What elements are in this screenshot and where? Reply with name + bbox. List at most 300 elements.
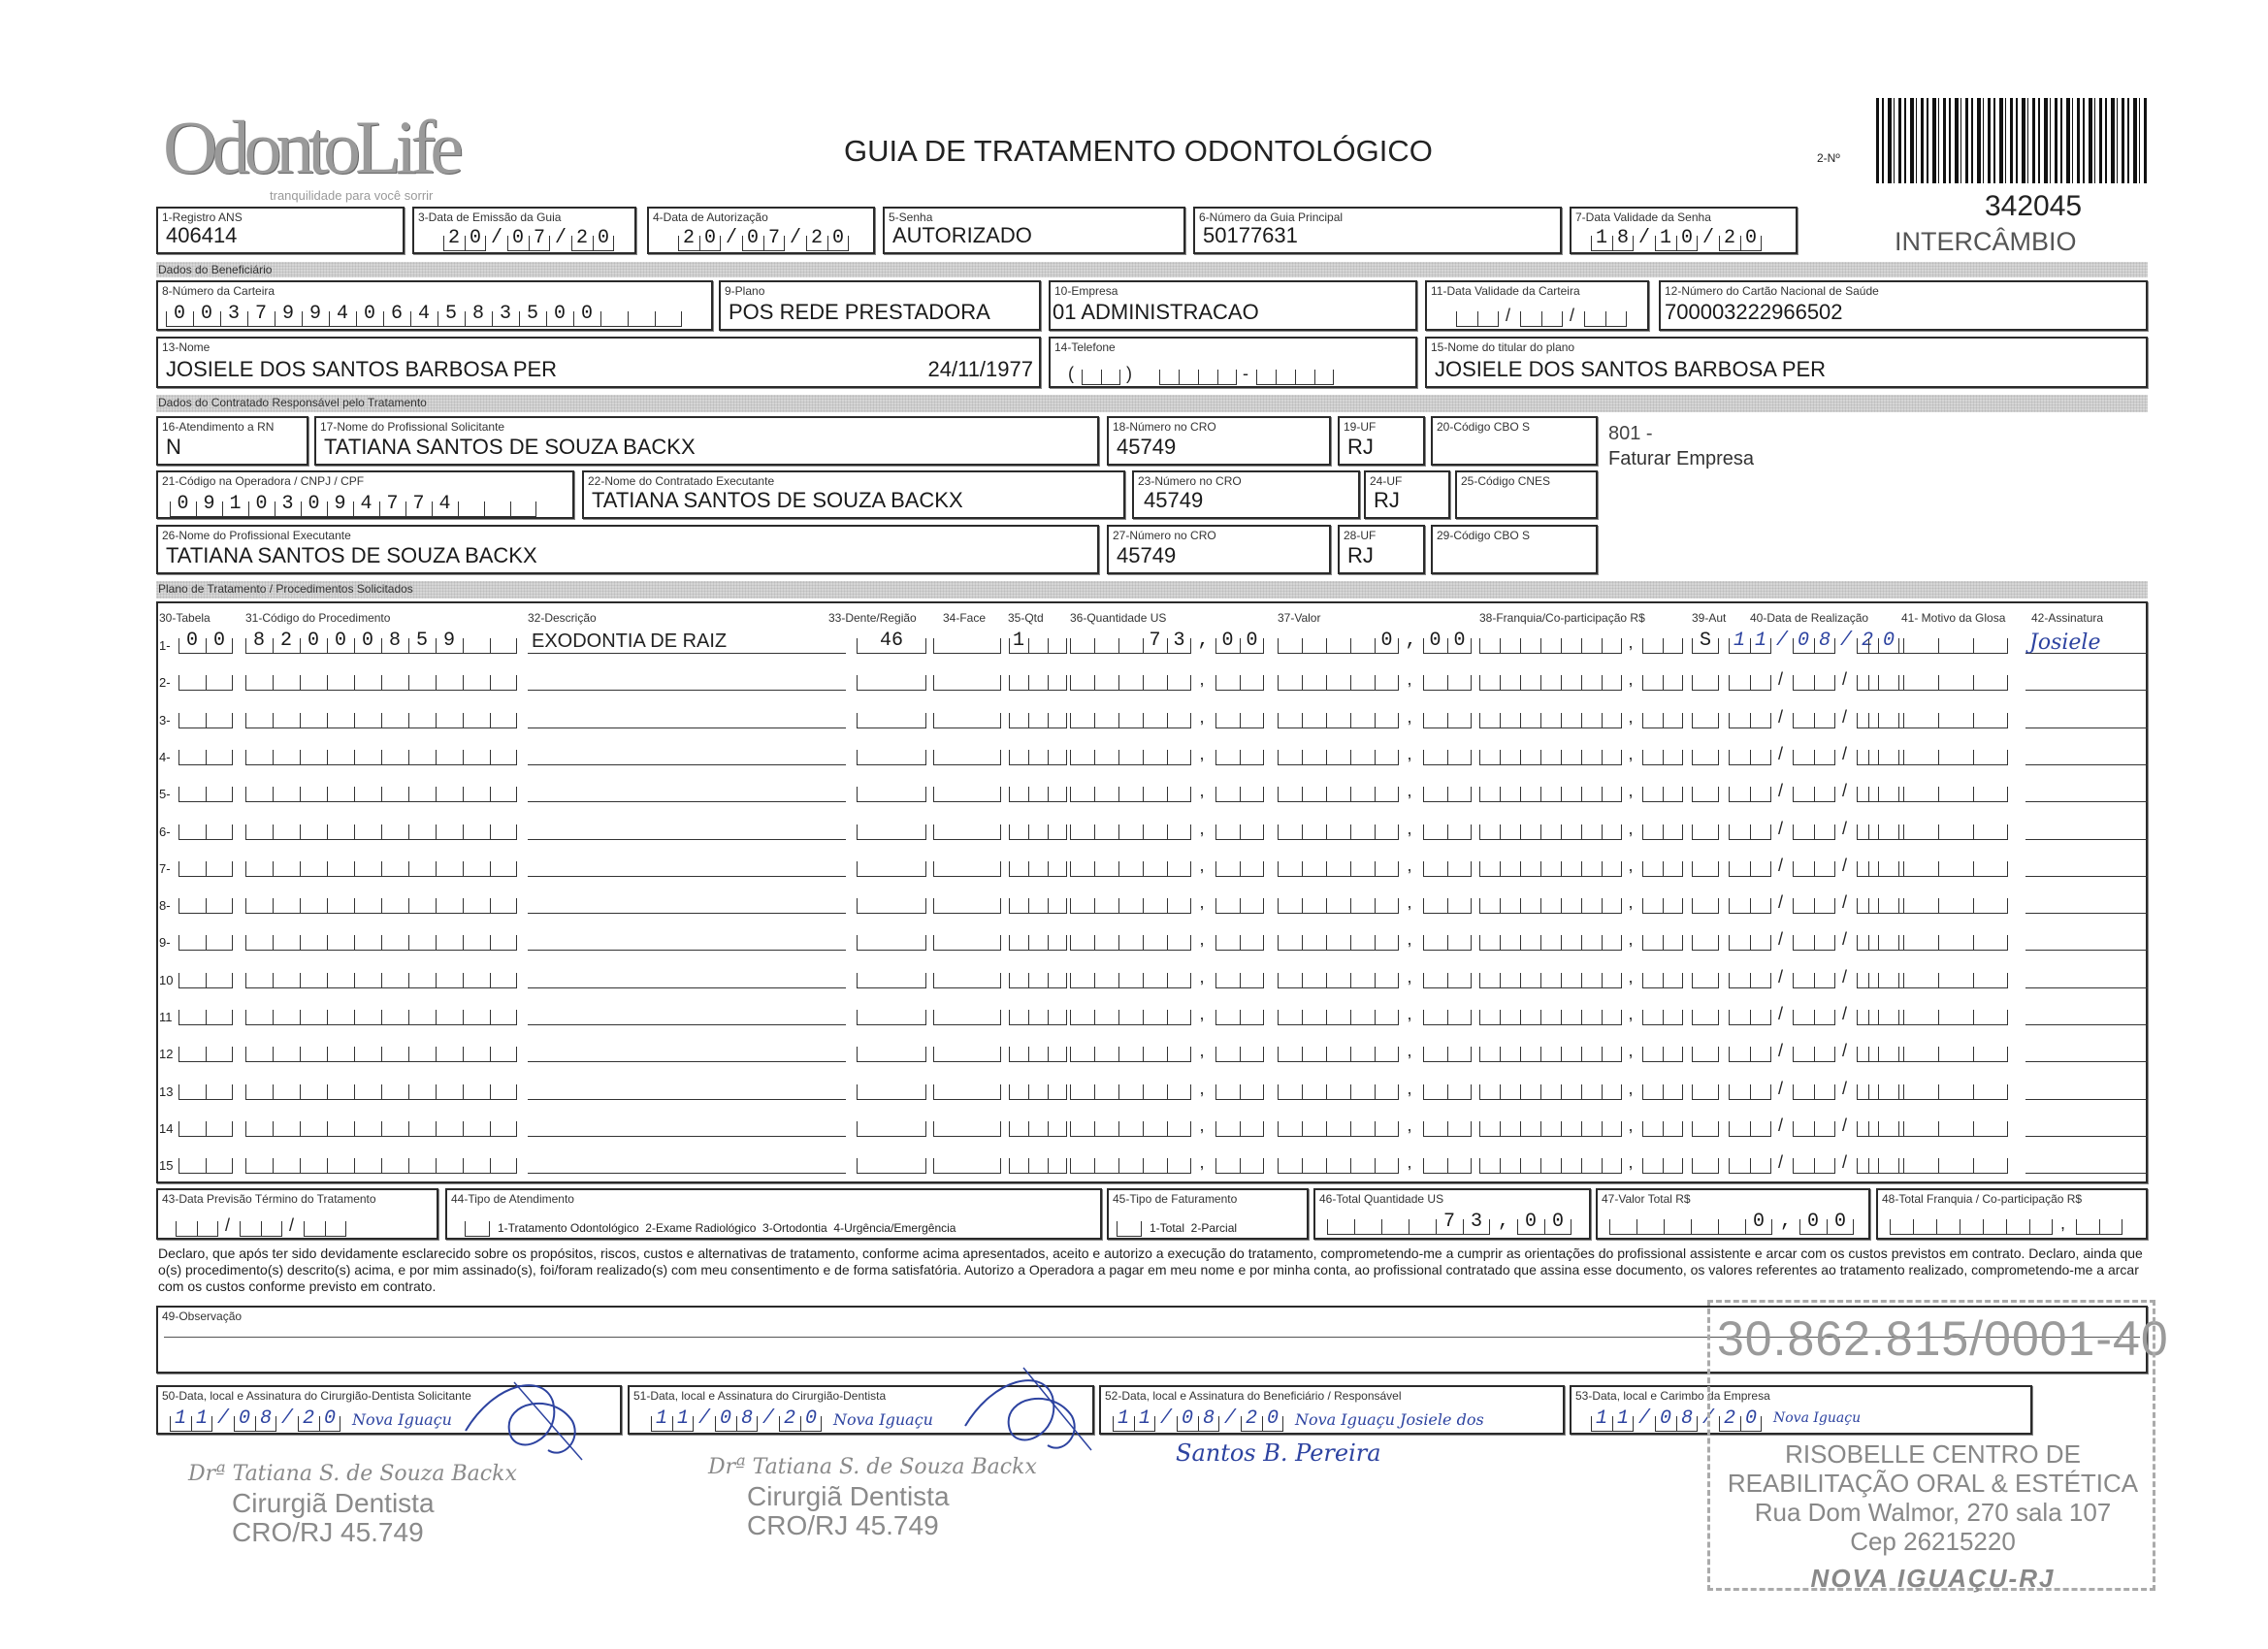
face-cell[interactable] — [933, 1112, 1001, 1137]
comb-cell — [1118, 675, 1143, 691]
comb-cell — [1540, 824, 1561, 840]
codigo-cell[interactable] — [245, 1000, 517, 1025]
valor-cell[interactable] — [1278, 925, 1472, 951]
comb-cell — [1028, 898, 1048, 914]
comb-cell — [206, 861, 233, 877]
guia-principal-box[interactable] — [1193, 207, 1562, 254]
comb-cell — [1729, 973, 1750, 988]
validade-carteira-box[interactable] — [1425, 280, 1649, 331]
franquia-cell[interactable] — [1479, 815, 1683, 840]
assinatura-cell[interactable] — [2025, 1077, 2148, 1100]
assinatura-cell[interactable] — [2025, 854, 2148, 877]
descricao-cell[interactable] — [528, 965, 846, 988]
franquia-cell[interactable] — [1479, 1112, 1683, 1137]
aut-cell[interactable] — [1692, 777, 1719, 802]
motivo-cell[interactable] — [1868, 740, 2008, 765]
cro-exec-box[interactable] — [1132, 470, 1360, 519]
comb-cell — [300, 1121, 327, 1137]
assinatura-cell[interactable] — [2025, 1039, 2148, 1062]
motivo-cell[interactable] — [1868, 703, 2008, 728]
descricao-cell[interactable] — [528, 890, 846, 914]
valor-cell[interactable] — [1278, 852, 1472, 877]
comb-cell — [1479, 1158, 1500, 1174]
face-cell[interactable] — [933, 1075, 1001, 1100]
valor-cell[interactable] — [1278, 815, 1472, 840]
comb-cell — [1167, 1121, 1191, 1137]
franquia-cell[interactable] — [1479, 889, 1683, 914]
aut-cell[interactable] — [1692, 665, 1719, 691]
valor-cell[interactable] — [1278, 1112, 1472, 1137]
dente-cell[interactable] — [857, 963, 926, 988]
face-cell[interactable] — [933, 963, 1001, 988]
qtd-cell[interactable] — [1009, 1037, 1067, 1062]
dente-cell[interactable] — [857, 852, 926, 877]
motivo-cell[interactable] — [1868, 815, 2008, 840]
assinatura-cell[interactable] — [2025, 667, 2148, 691]
dente-cell[interactable] — [857, 889, 926, 914]
comb-cell — [300, 861, 327, 877]
carteira-box[interactable] — [156, 280, 713, 331]
comb-cell — [1938, 750, 1973, 765]
franquia-cell[interactable] — [1479, 740, 1683, 765]
codigo-cell[interactable] — [245, 665, 517, 691]
motivo-cell[interactable] — [1868, 1075, 2008, 1100]
comb-separator — [1062, 364, 1082, 385]
comb-separator-glyph: , — [1407, 929, 1412, 950]
qtd-cell[interactable] — [1009, 703, 1067, 728]
carteira-comb — [166, 302, 682, 327]
aut-cell[interactable] — [1692, 1000, 1719, 1025]
codigo-cell[interactable] — [245, 889, 517, 914]
us-cell[interactable] — [1070, 925, 1264, 951]
aut-cell[interactable] — [1692, 740, 1719, 765]
sig52-box[interactable] — [1099, 1385, 1565, 1435]
qtd-cell[interactable] — [1009, 1148, 1067, 1174]
qtd-cell[interactable] — [1009, 629, 1067, 654]
us-cell[interactable] — [1070, 777, 1264, 802]
data-autorizacao-box[interactable] — [647, 207, 875, 254]
field-label: 27-Número no CRO — [1113, 529, 1216, 542]
dente-cell[interactable] — [857, 703, 926, 728]
qtd-cell[interactable] — [1009, 815, 1067, 840]
tipo-faturamento-comb[interactable] — [1117, 1212, 1142, 1237]
comb-cell — [1602, 1121, 1622, 1137]
tabela-cell[interactable] — [178, 629, 242, 654]
descricao-cell[interactable] — [528, 854, 846, 877]
assinatura-cell[interactable] — [2025, 927, 2148, 951]
qtd-cell[interactable] — [1009, 1112, 1067, 1137]
dente-cell[interactable] — [857, 1000, 926, 1025]
aut-cell[interactable] — [1692, 815, 1719, 840]
assinatura-cell[interactable] — [2025, 705, 2148, 728]
assinatura-cell[interactable] — [2025, 742, 2148, 765]
data-emissao-box[interactable] — [412, 207, 636, 254]
comb-cell — [1423, 1121, 1447, 1137]
valor-cell[interactable] — [1278, 1000, 1472, 1025]
aut-cell[interactable] — [1692, 629, 1728, 654]
descricao-cell[interactable] — [528, 1002, 846, 1025]
tabela-cell[interactable] — [178, 665, 233, 691]
row-number: 7- — [159, 860, 171, 876]
comb-cell — [408, 750, 436, 765]
face-cell[interactable] — [933, 889, 1001, 914]
comb-separator — [1835, 855, 1857, 877]
comb-cell — [1642, 675, 1663, 691]
codigo-cell[interactable] — [245, 740, 517, 765]
guia-principal-value: 50177631 — [1203, 223, 1298, 247]
validade-senha-comb — [1591, 226, 1767, 251]
aut-cell[interactable] — [1692, 925, 1719, 951]
cnes-box[interactable] — [1455, 470, 1598, 519]
qtd-cell[interactable] — [1009, 1000, 1067, 1025]
codigo-cell[interactable] — [245, 1037, 517, 1062]
motivo-cell[interactable] — [1868, 963, 2008, 988]
aut-cell[interactable] — [1692, 703, 1719, 728]
codigo-cell[interactable] — [245, 1075, 517, 1100]
comb-cell — [1729, 1047, 1750, 1062]
descricao-cell[interactable] — [528, 1114, 846, 1137]
aut-cell[interactable] — [1692, 963, 1719, 988]
descricao-cell[interactable] — [528, 742, 846, 765]
comb-cell — [490, 1010, 517, 1025]
comb-cell — [436, 787, 463, 802]
plano-box[interactable] — [719, 280, 1041, 331]
franquia-cell[interactable] — [1479, 629, 1683, 654]
motivo-cell[interactable] — [1868, 629, 2008, 654]
franquia-cell[interactable] — [1479, 703, 1683, 728]
assinatura-cell[interactable] — [2025, 1002, 2148, 1025]
codigo-cell[interactable] — [245, 1112, 517, 1137]
franquia-cell[interactable] — [1479, 963, 1683, 988]
comb-cell — [381, 935, 408, 951]
tipo-faturamento-box[interactable] — [1107, 1188, 1309, 1240]
comb-cell — [1868, 1047, 1903, 1062]
qtd-cell[interactable] — [1009, 889, 1067, 914]
cro-solicitante-box[interactable] — [1107, 416, 1331, 466]
cro-prof-box[interactable] — [1107, 525, 1331, 574]
dente-cell[interactable] — [857, 665, 926, 691]
comb-cell — [490, 1047, 517, 1062]
comb-cell — [1326, 1121, 1350, 1137]
descricao-cell[interactable] — [528, 817, 846, 840]
valor-cell[interactable] — [1278, 1148, 1472, 1174]
tipo-atendimento-box[interactable] — [445, 1188, 1102, 1240]
valor-total-box[interactable] — [1596, 1188, 1870, 1240]
descricao-cell[interactable] — [528, 1150, 846, 1174]
descricao-cell[interactable] — [528, 1077, 846, 1100]
tabela-cell[interactable] — [178, 703, 233, 728]
comb-cell — [1028, 861, 1048, 877]
comb-cell — [1520, 1010, 1540, 1025]
motivo-cell[interactable] — [1868, 665, 2008, 691]
valor-cell[interactable] — [1278, 629, 1478, 654]
us-cell[interactable] — [1070, 665, 1264, 691]
comb-cell — [1070, 1121, 1094, 1137]
empresa-box[interactable] — [1049, 280, 1417, 331]
codigo-cell[interactable] — [245, 629, 517, 654]
comb-cell — [327, 787, 354, 802]
us-cell[interactable] — [1070, 740, 1264, 765]
face-cell[interactable] — [933, 703, 1001, 728]
motivo-cell[interactable] — [1868, 852, 2008, 877]
motivo-cell[interactable] — [1868, 1000, 2008, 1025]
face-cell[interactable] — [933, 740, 1001, 765]
aut-cell[interactable] — [1692, 1075, 1719, 1100]
sig52-date-comb — [1113, 1406, 1289, 1432]
us-cell[interactable] — [1070, 1112, 1264, 1137]
us-cell[interactable] — [1070, 852, 1264, 877]
tabela-cell[interactable] — [178, 777, 233, 802]
valor-cell[interactable] — [1278, 889, 1472, 914]
qtd-cell[interactable] — [1009, 925, 1067, 951]
tabela-cell[interactable] — [178, 889, 233, 914]
codigo-operadora-box[interactable] — [156, 470, 574, 519]
aut-cell[interactable] — [1692, 852, 1719, 877]
comb-cell — [1479, 861, 1500, 877]
us-cell[interactable] — [1070, 1000, 1264, 1025]
uf-prof-box[interactable] — [1338, 525, 1425, 574]
tabela-cell[interactable] — [178, 925, 233, 951]
qtd-cell[interactable] — [1009, 1075, 1067, 1100]
face-cell[interactable] — [933, 1000, 1001, 1025]
aut-cell[interactable] — [1692, 889, 1719, 914]
comb-cell — [1302, 638, 1326, 654]
comb-cell — [1479, 638, 1500, 654]
comb-cell — [1302, 861, 1326, 877]
comb-cell — [1240, 750, 1264, 765]
face-cell[interactable] — [933, 925, 1001, 951]
motivo-cell[interactable] — [1868, 925, 2008, 951]
comb-separator-glyph: / — [1842, 1004, 1848, 1023]
assinatura-cell[interactable]: Josiele — [2025, 630, 2148, 654]
us-cell[interactable] — [1070, 629, 1271, 654]
assinatura-cell[interactable] — [2025, 1150, 2148, 1174]
motivo-cell[interactable] — [1868, 1148, 2008, 1174]
codigo-cell[interactable] — [245, 777, 517, 802]
motivo-cell[interactable] — [1868, 777, 2008, 802]
franquia-cell[interactable] — [1479, 1037, 1683, 1062]
comb-cell — [1167, 824, 1191, 840]
comb-cell — [1605, 311, 1627, 327]
valor-cell[interactable] — [1278, 665, 1472, 691]
face-cell[interactable] — [933, 777, 1001, 802]
assinatura-cell[interactable] — [2025, 965, 2148, 988]
franquia-cell[interactable] — [1479, 1000, 1683, 1025]
comb-cell — [327, 750, 354, 765]
qtd-cell[interactable] — [1009, 777, 1067, 802]
comb-cell — [857, 675, 926, 691]
validade-senha-box[interactable] — [1570, 207, 1798, 254]
tabela-cell[interactable] — [178, 815, 233, 840]
registro-ans-box[interactable] — [156, 207, 405, 254]
contratado-exec-box[interactable] — [582, 470, 1125, 519]
dente-cell[interactable] — [857, 1148, 926, 1174]
descricao-cell[interactable]: EXODONTIA DE RAIZ — [528, 630, 846, 654]
valor-cell[interactable] — [1278, 963, 1472, 988]
codigo-cell[interactable] — [245, 815, 517, 840]
dente-cell[interactable] — [857, 629, 926, 654]
comb-cell — [1500, 713, 1520, 728]
comb-cell — [1278, 973, 1302, 988]
dente-cell[interactable] — [857, 777, 926, 802]
cns-box[interactable] — [1659, 280, 2148, 331]
comb-cell — [463, 861, 490, 877]
cbo-prof-box[interactable] — [1431, 525, 1598, 574]
titular-box[interactable] — [1425, 337, 2148, 388]
comb-cell — [354, 935, 381, 951]
assinatura-cell[interactable] — [2025, 890, 2148, 914]
aut-cell[interactable] — [1692, 1148, 1719, 1174]
comb-cell — [1500, 1084, 1520, 1100]
cbo-solicitante-box[interactable] — [1431, 416, 1598, 466]
codigo-cell[interactable] — [245, 703, 517, 728]
comb-cell — [206, 1047, 233, 1062]
comb-cell — [1070, 750, 1094, 765]
comb-separator-glyph: / — [1778, 1115, 1784, 1135]
valor-cell[interactable] — [1278, 777, 1472, 802]
valor-cell[interactable] — [1278, 1037, 1472, 1062]
prof-exec-box[interactable] — [156, 525, 1099, 574]
motivo-cell[interactable] — [1868, 1037, 2008, 1062]
tabela-cell[interactable] — [178, 1000, 233, 1025]
tabela-cell[interactable] — [178, 963, 233, 988]
franquia-cell[interactable] — [1479, 1075, 1683, 1100]
face-cell[interactable] — [933, 815, 1001, 840]
comb-cell — [178, 787, 206, 802]
dente-cell[interactable] — [857, 925, 926, 951]
comb-separator — [1835, 781, 1857, 802]
franquia-cell[interactable] — [1479, 852, 1683, 877]
assinatura-cell[interactable] — [2025, 779, 2148, 802]
field-label: 26-Nome do Profissional Executante — [162, 529, 351, 542]
comb-separator-glyph: , — [1407, 669, 1412, 690]
face-cell[interactable] — [933, 629, 1001, 654]
aut-cell[interactable] — [1692, 1112, 1719, 1137]
franquia-cell[interactable] — [1479, 925, 1683, 951]
descricao-cell[interactable] — [528, 1039, 846, 1062]
descricao-cell[interactable] — [528, 927, 846, 951]
comb-cell — [1581, 1010, 1602, 1025]
comb-cell — [1520, 311, 1541, 327]
comb-cell — [1793, 1158, 1814, 1174]
us-cell[interactable] — [1070, 703, 1264, 728]
comb-cell — [1350, 973, 1375, 988]
comb-cell — [1729, 1121, 1750, 1137]
comb-cell — [1938, 973, 1973, 988]
doctor-stamp-cro: CRO/RJ 45.749 — [232, 1517, 424, 1547]
dente-cell[interactable] — [857, 740, 926, 765]
nome-box[interactable] — [156, 337, 1041, 388]
comb-cell — [1375, 824, 1399, 840]
face-cell[interactable] — [933, 852, 1001, 877]
tabela-cell[interactable] — [178, 1037, 233, 1062]
face-cell[interactable] — [933, 665, 1001, 691]
comb-cell — [1691, 1219, 1718, 1235]
comb-cell — [1750, 935, 1771, 951]
column-header: 34-Face — [943, 611, 987, 625]
codigo-cell[interactable] — [245, 925, 517, 951]
previsao-box[interactable] — [156, 1188, 438, 1240]
us-cell[interactable] — [1070, 963, 1264, 988]
codigo-cell[interactable] — [245, 1148, 517, 1174]
prof-solicitante-box[interactable] — [314, 416, 1099, 466]
comb-separator-glyph: , — [1199, 743, 1205, 763]
senha-box[interactable] — [883, 207, 1185, 254]
descricao-cell[interactable] — [528, 705, 846, 728]
dente-cell[interactable] — [857, 815, 926, 840]
us-cell[interactable] — [1070, 1075, 1264, 1100]
descricao-cell[interactable] — [528, 779, 846, 802]
tabela-cell[interactable] — [178, 740, 233, 765]
us-cell[interactable] — [1070, 1148, 1264, 1174]
qtd-cell[interactable] — [1009, 740, 1067, 765]
cnpj-stamp: 30.862.815/0001-40 — [1717, 1311, 2169, 1366]
tabela-cell[interactable] — [178, 1112, 233, 1137]
qtd-cell[interactable] — [1009, 665, 1067, 691]
us-cell[interactable] — [1070, 889, 1264, 914]
comb-cell — [490, 1158, 517, 1174]
tabela-cell[interactable] — [178, 1075, 233, 1100]
motivo-cell[interactable] — [1868, 1112, 2008, 1137]
comb-cell — [1215, 1047, 1240, 1062]
comb-cell — [1663, 824, 1683, 840]
face-cell[interactable] — [933, 1037, 1001, 1062]
dente-cell[interactable] — [857, 1112, 926, 1137]
franquia-cell[interactable] — [1479, 777, 1683, 802]
comb-cell — [206, 898, 233, 914]
aut-cell[interactable] — [1692, 1037, 1719, 1062]
atendimento-rn-box[interactable] — [156, 416, 308, 466]
assinatura-cell[interactable] — [2025, 817, 2148, 840]
comb-cell — [1070, 1047, 1094, 1062]
us-cell[interactable] — [1070, 1037, 1264, 1062]
dente-cell[interactable] — [857, 1075, 926, 1100]
us-cell[interactable] — [1070, 815, 1264, 840]
telefone-box[interactable] — [1049, 337, 1417, 388]
franquia-cell[interactable] — [1479, 1148, 1683, 1174]
total-franquia-box[interactable] — [1876, 1188, 2148, 1240]
face-cell[interactable] — [933, 1148, 1001, 1174]
motivo-cell[interactable] — [1868, 889, 2008, 914]
valor-cell[interactable] — [1278, 1075, 1472, 1100]
comb-value: 0037994064583500 — [174, 303, 609, 325]
comb-cell — [1581, 1121, 1602, 1137]
comb-cell — [1561, 1047, 1581, 1062]
total-us-box[interactable] — [1313, 1188, 1591, 1240]
comb-cell — [933, 824, 1001, 840]
valor-cell[interactable] — [1278, 740, 1472, 765]
qtd-cell[interactable] — [1009, 852, 1067, 877]
tabela-cell[interactable] — [178, 852, 233, 877]
qtd-cell[interactable] — [1009, 963, 1067, 988]
comb-cell — [1692, 1010, 1719, 1025]
uf-exec-box[interactable] — [1364, 470, 1450, 519]
assinatura-cell[interactable] — [2025, 1114, 2148, 1137]
field-label: 5-Senha — [889, 210, 933, 224]
comb-cell — [1729, 935, 1750, 951]
codigo-cell[interactable] — [245, 963, 517, 988]
tabela-cell[interactable] — [178, 1148, 233, 1174]
comb-cell — [1048, 824, 1067, 840]
comb-cell — [1479, 898, 1500, 914]
codigo-cell[interactable] — [245, 852, 517, 877]
uf-solicitante-box[interactable] — [1338, 416, 1425, 466]
descricao-cell[interactable] — [528, 667, 846, 691]
franquia-cell[interactable] — [1479, 665, 1683, 691]
valor-cell[interactable] — [1278, 703, 1472, 728]
dente-cell[interactable] — [857, 1037, 926, 1062]
tipo-atendimento-comb[interactable] — [465, 1212, 490, 1237]
